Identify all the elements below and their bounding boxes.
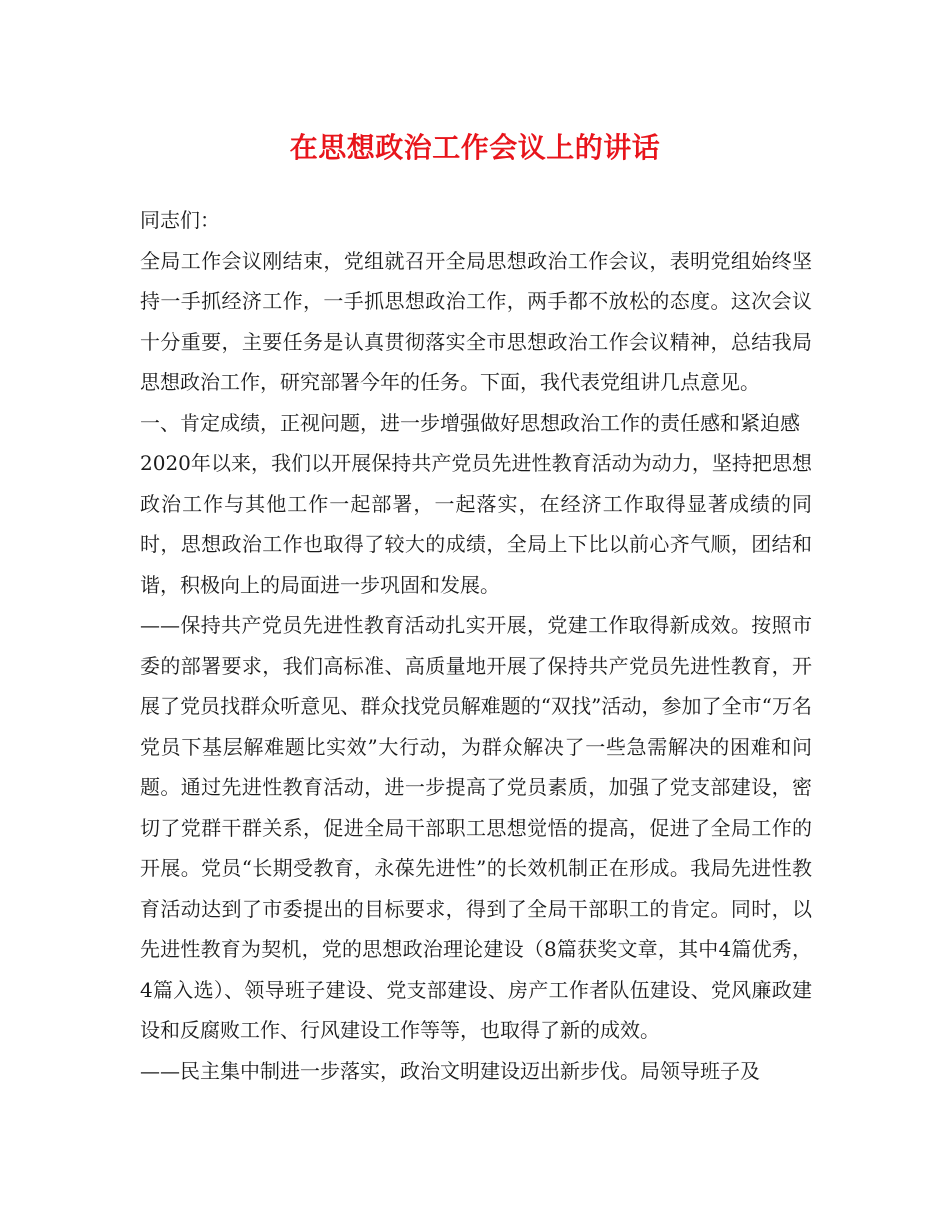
body-paragraph: ——民主集中制进一步落实，政治文明建设迈出新步伐。局领导班子及 bbox=[140, 1058, 760, 1083]
document-body bbox=[140, 200, 812, 1091]
body-paragraph: 全局工作会议刚结束，党组就召开全局思想政治工作会议，表明党组始终坚持一手抓经济工作，一手抓思想政治工作，两手都不放松的态度。这次会议十分重要，主要任务是认真贯彻落实全市思想政治工作会议精神，总结我局思想政治工作，研究部署今年的任务。下面，我代表党组讲几点意见。 bbox=[140, 248, 812, 394]
salutation: 同志们： bbox=[140, 208, 220, 232]
section-heading: 一、肯定成绩，正视问题，进一步增强做好思想政治工作的责任感和紧迫感 bbox=[140, 410, 800, 435]
body-paragraph: 2020年以来，我们以开展保持共产党员先进性教育活动为动力，坚持把思想政治工作与其他工作一起部署，一起落实，在经济工作取得显著成绩的同时，思想政治工作也取得了较大的成绩，全局上下比以前心齐气顺，团结和谐，积极向上的局面进一步巩固和发展。 bbox=[140, 451, 812, 597]
document-title: 在思想政治工作会议上的讲话 bbox=[289, 131, 661, 164]
body-paragraph: ——保持共产党员先进性教育活动扎实开展，党建工作取得新成效。按照市委的部署要求，我们高标准、高质量地开展了保持共产党员先进性教育，开展了党员找群众听意见、群众找党员解难题的“双找”活动，参加了全市“万名党员下基层解难题比实效”大行动，为群众解决了一些急需解决的困难和问题。通过先进性教育活动，进一步提高了党员素质，加强了党支部建设，密切了党群干群关系，促进全局干部职工思想觉悟的提高，促进了全局工作的开展。党员“长期受教育，永葆先进性”的长效机制正在形成。我局先进性教育活动达到了市委提出的目标要求，得到了全局干部职工的肯定。同时，以先进性教育为契机，党的思想政治理论建设（8篇获奖文章，其中4篇优秀，4篇入选）、领导班子建设、党支部建设、房产工作者队伍建设、党风廉政建设和反腐败工作、行风建设工作等等，也取得了新的成效。 bbox=[140, 613, 812, 1042]
